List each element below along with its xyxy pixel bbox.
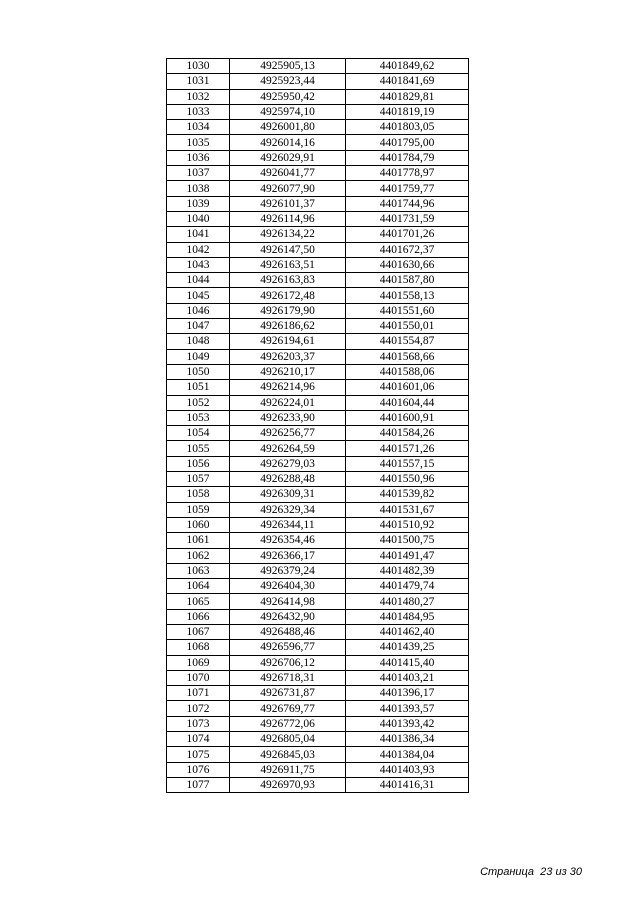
- point-number-cell: 1065: [167, 594, 230, 609]
- table-row: [167, 364, 469, 379]
- table-row: [167, 334, 469, 349]
- x-coordinate-cell: 4926114,96: [230, 211, 346, 226]
- y-coordinate-cell: 4401601,06: [346, 380, 469, 395]
- x-coordinate-cell: 4926101,37: [230, 196, 346, 211]
- table-row: [167, 410, 469, 425]
- table-row: [167, 196, 469, 211]
- y-coordinate-cell: 4401403,21: [346, 670, 469, 685]
- table-row: [167, 701, 469, 716]
- table-row: [167, 640, 469, 655]
- y-coordinate-cell: 4401531,67: [346, 502, 469, 517]
- y-coordinate-cell: 4401600,91: [346, 410, 469, 425]
- total-pages: 30: [569, 866, 582, 878]
- page-footer: [480, 866, 582, 878]
- point-number-cell: 1069: [167, 655, 230, 670]
- x-coordinate-cell: 4926970,93: [230, 777, 346, 792]
- y-coordinate-cell: 4401550,01: [346, 319, 469, 334]
- point-number-cell: 1063: [167, 563, 230, 578]
- x-coordinate-cell: 4926706,12: [230, 655, 346, 670]
- y-coordinate-cell: 4401778,97: [346, 166, 469, 181]
- point-number-cell: 1049: [167, 349, 230, 364]
- table-row: [167, 762, 469, 777]
- table-row: [167, 563, 469, 578]
- y-coordinate-cell: 4401587,80: [346, 273, 469, 288]
- y-coordinate-cell: 4401557,15: [346, 456, 469, 471]
- table-row: [167, 135, 469, 150]
- point-number-cell: 1033: [167, 104, 230, 119]
- x-coordinate-cell: 4926264,59: [230, 441, 346, 456]
- table-row: [167, 426, 469, 441]
- table-row: [167, 319, 469, 334]
- point-number-cell: 1044: [167, 273, 230, 288]
- x-coordinate-cell: 4926805,04: [230, 732, 346, 747]
- y-coordinate-cell: 4401558,13: [346, 288, 469, 303]
- x-coordinate-cell: 4926041,77: [230, 166, 346, 181]
- table-row: [167, 104, 469, 119]
- x-coordinate-cell: 4926210,17: [230, 364, 346, 379]
- x-coordinate-cell: 4926309,31: [230, 487, 346, 502]
- x-coordinate-cell: 4925905,13: [230, 59, 346, 74]
- y-coordinate-cell: 4401795,00: [346, 135, 469, 150]
- y-coordinate-cell: 4401551,60: [346, 303, 469, 318]
- point-number-cell: 1067: [167, 624, 230, 639]
- point-number-cell: 1052: [167, 395, 230, 410]
- table-row: [167, 502, 469, 517]
- x-coordinate-cell: 4926224,01: [230, 395, 346, 410]
- y-coordinate-cell: 4401630,66: [346, 257, 469, 272]
- y-coordinate-cell: 4401759,77: [346, 181, 469, 196]
- page-word: Страница: [480, 866, 535, 878]
- x-coordinate-cell: 4926279,03: [230, 456, 346, 471]
- coordinates-table-body: [167, 59, 469, 793]
- y-coordinate-cell: 4401480,27: [346, 594, 469, 609]
- point-number-cell: 1072: [167, 701, 230, 716]
- point-number-cell: 1055: [167, 441, 230, 456]
- point-number-cell: 1051: [167, 380, 230, 395]
- table-row: [167, 257, 469, 272]
- x-coordinate-cell: 4926288,48: [230, 472, 346, 487]
- x-coordinate-cell: 4926214,96: [230, 380, 346, 395]
- table-row: [167, 579, 469, 594]
- table-row: [167, 441, 469, 456]
- table-row: [167, 166, 469, 181]
- point-number-cell: 1073: [167, 716, 230, 731]
- y-coordinate-cell: 4401731,59: [346, 211, 469, 226]
- table-row: [167, 74, 469, 89]
- point-number-cell: 1035: [167, 135, 230, 150]
- y-coordinate-cell: 4401539,82: [346, 487, 469, 502]
- point-number-cell: 1030: [167, 59, 230, 74]
- point-number-cell: 1032: [167, 89, 230, 104]
- x-coordinate-cell: 4926404,30: [230, 579, 346, 594]
- point-number-cell: 1040: [167, 211, 230, 226]
- point-number-cell: 1042: [167, 242, 230, 257]
- point-number-cell: 1062: [167, 548, 230, 563]
- y-coordinate-cell: 4401462,40: [346, 624, 469, 639]
- table-row: [167, 594, 469, 609]
- table-row: [167, 395, 469, 410]
- x-coordinate-cell: 4926163,83: [230, 273, 346, 288]
- table-row: [167, 655, 469, 670]
- x-coordinate-cell: 4926379,24: [230, 563, 346, 578]
- x-coordinate-cell: 4926256,77: [230, 426, 346, 441]
- table-row: [167, 150, 469, 165]
- point-number-cell: 1077: [167, 777, 230, 792]
- point-number-cell: 1037: [167, 166, 230, 181]
- y-coordinate-cell: 4401604,44: [346, 395, 469, 410]
- point-number-cell: 1034: [167, 120, 230, 135]
- y-coordinate-cell: 4401500,75: [346, 533, 469, 548]
- table-row: [167, 120, 469, 135]
- y-coordinate-cell: 4401841,69: [346, 74, 469, 89]
- table-row: [167, 273, 469, 288]
- point-number-cell: 1039: [167, 196, 230, 211]
- table-row: [167, 303, 469, 318]
- x-coordinate-cell: 4925974,10: [230, 104, 346, 119]
- table-row: [167, 89, 469, 104]
- table-row: [167, 624, 469, 639]
- y-coordinate-cell: 4401819,19: [346, 104, 469, 119]
- y-coordinate-cell: 4401386,34: [346, 732, 469, 747]
- x-coordinate-cell: 4925923,44: [230, 74, 346, 89]
- point-number-cell: 1046: [167, 303, 230, 318]
- table-row: [167, 211, 469, 226]
- x-coordinate-cell: 4926186,62: [230, 319, 346, 334]
- x-coordinate-cell: 4926414,98: [230, 594, 346, 609]
- of-word: из: [555, 866, 567, 878]
- table-row: [167, 686, 469, 701]
- x-coordinate-cell: 4926772,06: [230, 716, 346, 731]
- table-row: [167, 380, 469, 395]
- x-coordinate-cell: 4926718,31: [230, 670, 346, 685]
- y-coordinate-cell: 4401744,96: [346, 196, 469, 211]
- table-row: [167, 456, 469, 471]
- table-row: [167, 716, 469, 731]
- point-number-cell: 1074: [167, 732, 230, 747]
- point-number-cell: 1059: [167, 502, 230, 517]
- point-number-cell: 1066: [167, 609, 230, 624]
- table-row: [167, 181, 469, 196]
- x-coordinate-cell: 4925950,42: [230, 89, 346, 104]
- x-coordinate-cell: 4926769,77: [230, 701, 346, 716]
- point-number-cell: 1054: [167, 426, 230, 441]
- point-number-cell: 1057: [167, 472, 230, 487]
- table-row: [167, 732, 469, 747]
- x-coordinate-cell: 4926134,22: [230, 227, 346, 242]
- point-number-cell: 1061: [167, 533, 230, 548]
- table-row: [167, 533, 469, 548]
- x-coordinate-cell: 4926179,90: [230, 303, 346, 318]
- x-coordinate-cell: 4926432,90: [230, 609, 346, 624]
- x-coordinate-cell: 4926354,46: [230, 533, 346, 548]
- y-coordinate-cell: 4401510,92: [346, 517, 469, 532]
- x-coordinate-cell: 4926203,37: [230, 349, 346, 364]
- y-coordinate-cell: 4401829,81: [346, 89, 469, 104]
- y-coordinate-cell: 4401568,66: [346, 349, 469, 364]
- y-coordinate-cell: 4401384,04: [346, 747, 469, 762]
- table-row: [167, 59, 469, 74]
- point-number-cell: 1047: [167, 319, 230, 334]
- point-number-cell: 1075: [167, 747, 230, 762]
- y-coordinate-cell: 4401484,95: [346, 609, 469, 624]
- x-coordinate-cell: 4926233,90: [230, 410, 346, 425]
- point-number-cell: 1064: [167, 579, 230, 594]
- x-coordinate-cell: 4926029,91: [230, 150, 346, 165]
- y-coordinate-cell: 4401482,39: [346, 563, 469, 578]
- x-coordinate-cell: 4926077,90: [230, 181, 346, 196]
- y-coordinate-cell: 4401584,26: [346, 426, 469, 441]
- point-number-cell: 1076: [167, 762, 230, 777]
- y-coordinate-cell: 4401479,74: [346, 579, 469, 594]
- x-coordinate-cell: 4926147,50: [230, 242, 346, 257]
- point-number-cell: 1060: [167, 517, 230, 532]
- point-number-cell: 1031: [167, 74, 230, 89]
- y-coordinate-cell: 4401588,06: [346, 364, 469, 379]
- table-row: [167, 517, 469, 532]
- x-coordinate-cell: 4926488,46: [230, 624, 346, 639]
- table-row: [167, 548, 469, 563]
- table-row: [167, 288, 469, 303]
- y-coordinate-cell: 4401803,05: [346, 120, 469, 135]
- y-coordinate-cell: 4401415,40: [346, 655, 469, 670]
- y-coordinate-cell: 4401672,37: [346, 242, 469, 257]
- point-number-cell: 1048: [167, 334, 230, 349]
- table-row: [167, 609, 469, 624]
- x-coordinate-cell: 4926001,80: [230, 120, 346, 135]
- y-coordinate-cell: 4401701,26: [346, 227, 469, 242]
- x-coordinate-cell: 4926845,03: [230, 747, 346, 762]
- table-row: [167, 227, 469, 242]
- x-coordinate-cell: 4926172,48: [230, 288, 346, 303]
- point-number-cell: 1053: [167, 410, 230, 425]
- y-coordinate-cell: 4401849,62: [346, 59, 469, 74]
- x-coordinate-cell: 4926366,17: [230, 548, 346, 563]
- x-coordinate-cell: 4926344,11: [230, 517, 346, 532]
- x-coordinate-cell: 4926014,16: [230, 135, 346, 150]
- y-coordinate-cell: 4401439,25: [346, 640, 469, 655]
- table-row: [167, 747, 469, 762]
- y-coordinate-cell: 4401571,26: [346, 441, 469, 456]
- x-coordinate-cell: 4926731,87: [230, 686, 346, 701]
- y-coordinate-cell: 4401784,79: [346, 150, 469, 165]
- table-row: [167, 670, 469, 685]
- point-number-cell: 1058: [167, 487, 230, 502]
- point-number-cell: 1070: [167, 670, 230, 685]
- y-coordinate-cell: 4401396,17: [346, 686, 469, 701]
- point-number-cell: 1043: [167, 257, 230, 272]
- table-row: [167, 487, 469, 502]
- table-row: [167, 242, 469, 257]
- x-coordinate-cell: 4926596,77: [230, 640, 346, 655]
- y-coordinate-cell: 4401550,96: [346, 472, 469, 487]
- table-row: [167, 349, 469, 364]
- point-number-cell: 1038: [167, 181, 230, 196]
- y-coordinate-cell: 4401554,87: [346, 334, 469, 349]
- x-coordinate-cell: 4926194,61: [230, 334, 346, 349]
- point-number-cell: 1041: [167, 227, 230, 242]
- coordinates-table: [166, 58, 469, 793]
- y-coordinate-cell: 4401393,42: [346, 716, 469, 731]
- table-row: [167, 472, 469, 487]
- point-number-cell: 1056: [167, 456, 230, 471]
- table-row: [167, 777, 469, 792]
- y-coordinate-cell: 4401403,93: [346, 762, 469, 777]
- point-number-cell: 1071: [167, 686, 230, 701]
- point-number-cell: 1050: [167, 364, 230, 379]
- x-coordinate-cell: 4926329,34: [230, 502, 346, 517]
- point-number-cell: 1036: [167, 150, 230, 165]
- x-coordinate-cell: 4926163,51: [230, 257, 346, 272]
- point-number-cell: 1045: [167, 288, 230, 303]
- y-coordinate-cell: 4401491,47: [346, 548, 469, 563]
- y-coordinate-cell: 4401416,31: [346, 777, 469, 792]
- point-number-cell: 1068: [167, 640, 230, 655]
- x-coordinate-cell: 4926911,75: [230, 762, 346, 777]
- y-coordinate-cell: 4401393,57: [346, 701, 469, 716]
- page-number: 23: [540, 866, 553, 878]
